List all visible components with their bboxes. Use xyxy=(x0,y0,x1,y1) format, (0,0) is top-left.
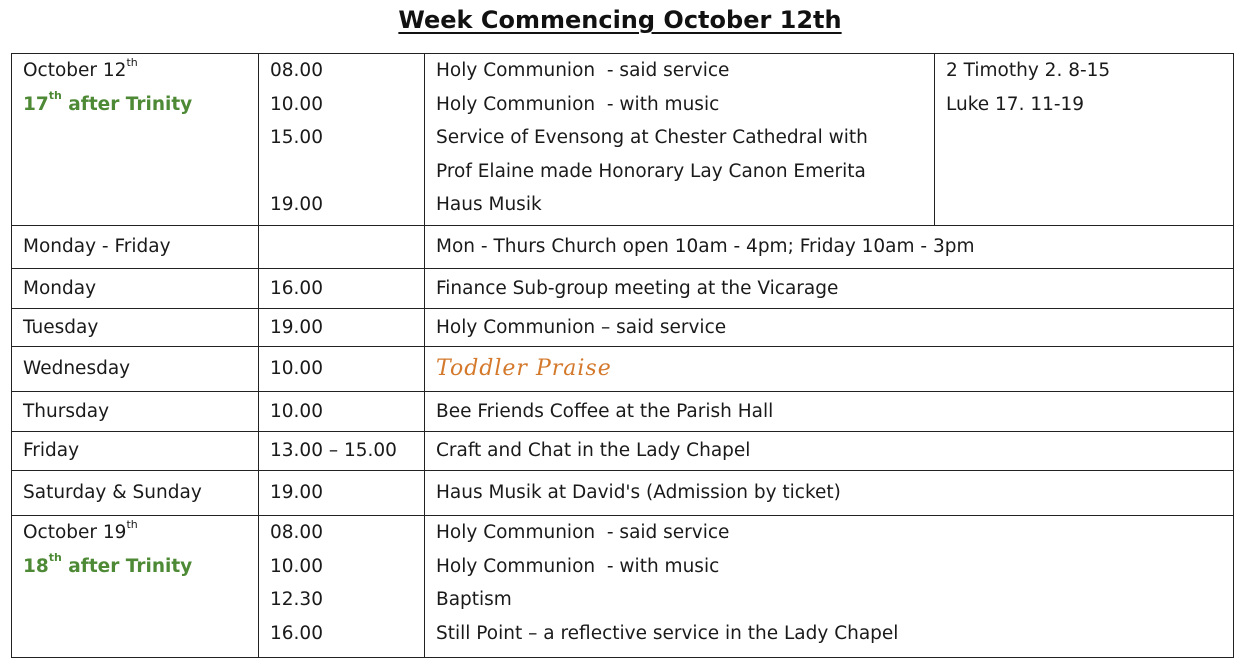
day-cell: October 19th 18th after Trinity xyxy=(12,516,259,658)
toddler-praise-text: Toddler Praise xyxy=(436,356,612,382)
table-row xyxy=(12,471,1234,516)
time-cell: 10.00 xyxy=(259,392,425,432)
day-cell: Friday xyxy=(12,432,259,471)
day-cell: Monday - Friday xyxy=(12,226,259,269)
day-cell: Saturday & Sunday xyxy=(12,471,259,516)
liturgical-day: 17th after Trinity xyxy=(23,89,193,115)
table-row xyxy=(12,226,1234,269)
time-cell: 19.00 xyxy=(259,309,425,347)
day-cell: Tuesday xyxy=(12,309,259,347)
event-cell xyxy=(425,347,1234,392)
page-title: Week Commencing October 12th xyxy=(398,6,842,34)
event-cell: Haus Musik at David's (Admission by ticket) xyxy=(425,471,1234,516)
time-cell xyxy=(259,226,425,269)
day-cell: Thursday xyxy=(12,392,259,432)
time-cell: 13.00 – 15.00 xyxy=(259,432,425,471)
event-cell: Finance Sub-group meeting at the Vicarage xyxy=(425,269,1234,309)
table-row xyxy=(12,392,1234,432)
day-cell: Wednesday xyxy=(12,347,259,392)
time-cell: 08.00 10.00 15.00 19.00 xyxy=(259,54,425,226)
event-cell: Mon - Thurs Church open 10am - 4pm; Friday 10am - 3pm xyxy=(425,226,1234,269)
event-cell: Holy Communion - said service Holy Communion - with music Baptism Still Point – a reflective service in the Lady Chapel xyxy=(425,516,1234,658)
table-row xyxy=(12,432,1234,471)
time-cell: 10.00 xyxy=(259,347,425,392)
table-row xyxy=(12,309,1234,347)
table-row xyxy=(12,347,1234,392)
schedule-table xyxy=(11,53,1234,658)
event-cell: Bee Friends Coffee at the Parish Hall xyxy=(425,392,1234,432)
table-row xyxy=(12,269,1234,309)
event-cell: Holy Communion – said service xyxy=(425,309,1234,347)
time-cell: 16.00 xyxy=(259,269,425,309)
table-row xyxy=(12,54,1234,226)
liturgical-day: 18th after Trinity xyxy=(23,551,193,577)
day-cell: October 12th 17th after Trinity xyxy=(12,54,259,226)
time-cell: 08.00 10.00 12.30 16.00 xyxy=(259,516,425,658)
event-cell: Craft and Chat in the Lady Chapel xyxy=(425,432,1234,471)
day-cell: Monday xyxy=(12,269,259,309)
readings-cell: 2 Timothy 2. 8-15 Luke 17. 11-19 xyxy=(935,54,1234,226)
time-cell: 19.00 xyxy=(259,471,425,516)
table-row xyxy=(12,516,1234,658)
event-cell: Holy Communion - said service Holy Communion - with music Service of Evensong at Chester Cathedral with Prof Elaine made Honorary Lay Canon Emerita Haus Musik xyxy=(425,54,935,226)
